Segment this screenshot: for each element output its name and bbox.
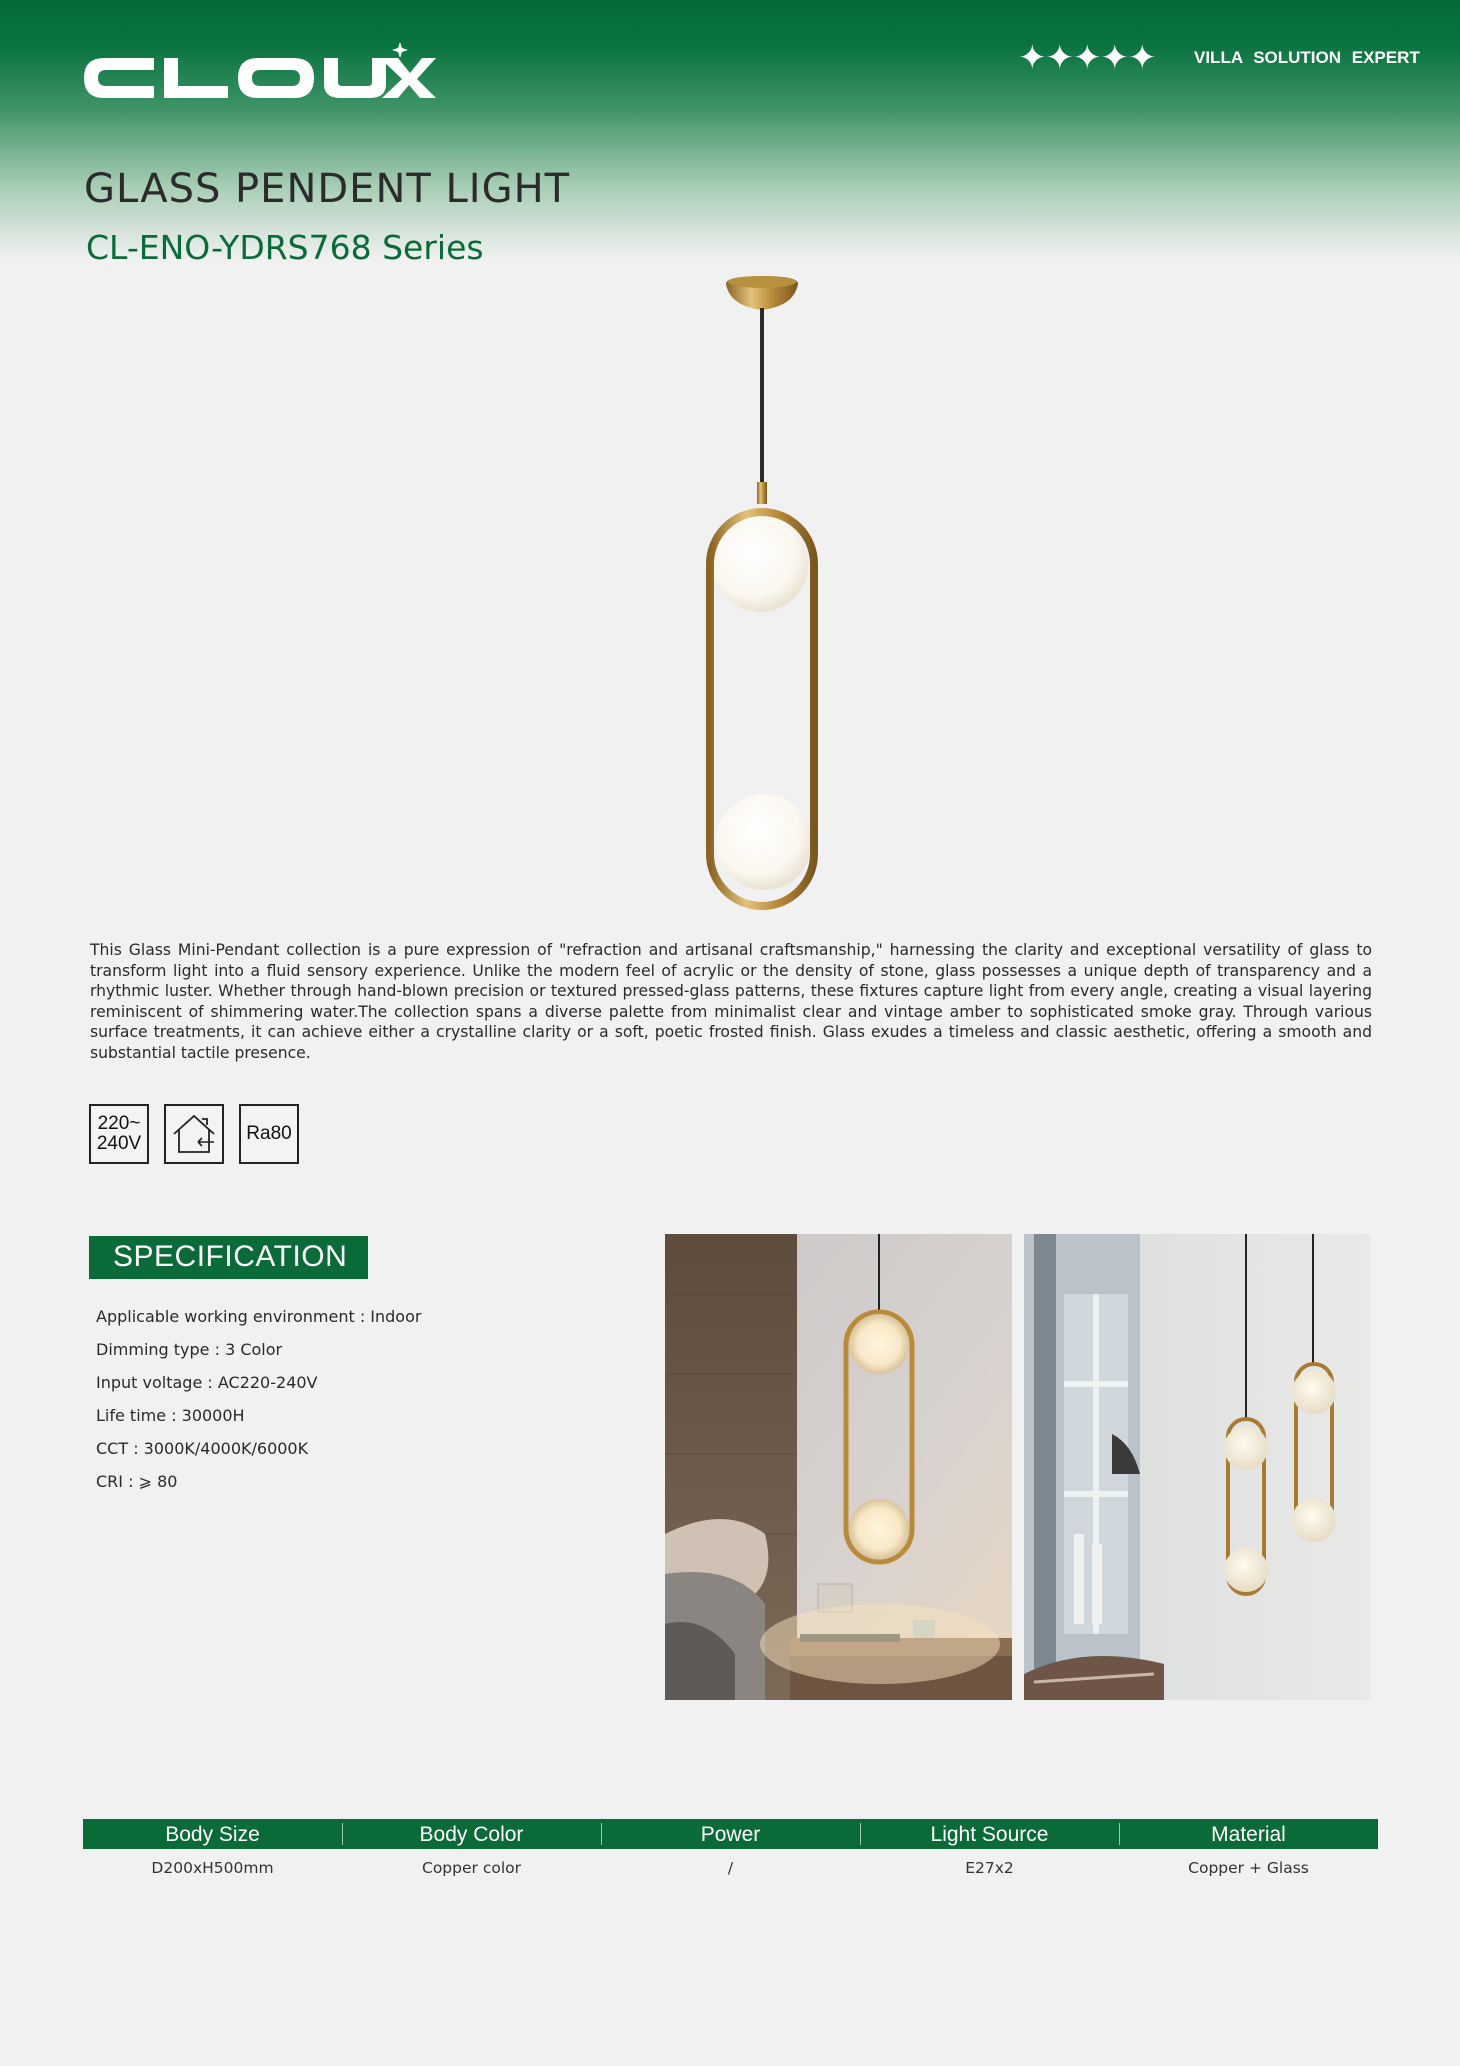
- value-material: Copper + Glass: [1188, 1859, 1309, 1877]
- house-indoor-icon: [170, 1112, 218, 1156]
- value-body-size: D200xH500mm: [151, 1859, 274, 1877]
- voltage-line1: 220~: [97, 1113, 141, 1134]
- cri-value: Ra80: [246, 1123, 292, 1144]
- rating-stars: ✦✦✦✦✦: [1018, 38, 1156, 78]
- pendant-light-image: [690, 272, 830, 912]
- product-description: This Glass Mini-Pendant collection is a pure expression of "refraction and artisanal craftsmanship," harnessing the clarity and exceptional versatility of glass to transform light into a fluid sensory experience. Unlike the modern feel of acrylic or the density of stone, glass possesses a unique depth of transparency and a rhythmic luster. Whether through hand-blown precision or textured pressed-glass patterns, these fixtures capture light from every angle, creating a visual layering reminiscent of shimmering water.The collection spans a diverse palette from minimalist clear and vintage amber to sophisticated smoke gray. Through various surface treatments, it can achieve either a crystalline clarity or a soft, poetic frosted finish. Glass exudes a timeless and classic aesthetic, offering a smooth and substantial tactile presence.: [90, 941, 1372, 1062]
- window-scene-photo: [1024, 1234, 1371, 1700]
- spec-item: CCT : 3000K/4000K/6000K: [96, 1439, 309, 1458]
- brand-tagline: VILLA SOLUTION EXPERT: [1194, 48, 1420, 67]
- value-light-source: E27x2: [965, 1859, 1014, 1877]
- spec-item: Dimming type : 3 Color: [96, 1340, 283, 1359]
- spec-item: Life time : 30000H: [96, 1406, 245, 1425]
- spec-item: Applicable working environment : Indoor: [96, 1307, 422, 1326]
- page-title: GLASS PENDENT LIGHT: [84, 166, 571, 212]
- header-banner: [0, 0, 1460, 260]
- voltage-badge: [89, 1104, 149, 1164]
- voltage-line2: 240V: [96, 1133, 142, 1154]
- spec-table-row: [83, 1856, 1378, 1882]
- specification-list: [96, 1300, 421, 1498]
- cri-badge: [239, 1104, 299, 1164]
- spec-item: Input voltage : AC220-240V: [96, 1373, 318, 1392]
- cloux-logo: [82, 40, 438, 102]
- specification-heading-text: SPECIFICATION: [113, 1240, 348, 1273]
- header-body-color: Body Color: [342, 1819, 601, 1849]
- series-name: CL-ENO-YDRS768 Series: [86, 228, 484, 267]
- header-material: Material: [1119, 1819, 1378, 1849]
- specification-heading: [89, 1236, 368, 1279]
- spec-table-header: [83, 1819, 1378, 1849]
- spec-item: CRI : ⩾ 80: [96, 1472, 178, 1491]
- value-power: /: [727, 1859, 734, 1877]
- header-body-size: Body Size: [165, 1823, 260, 1846]
- bedroom-scene-photo: [665, 1234, 1012, 1700]
- header-power: Power: [601, 1819, 860, 1849]
- header-light-source: Light Source: [860, 1819, 1119, 1849]
- indoor-badge: [164, 1104, 224, 1164]
- value-body-color: Copper color: [422, 1859, 521, 1877]
